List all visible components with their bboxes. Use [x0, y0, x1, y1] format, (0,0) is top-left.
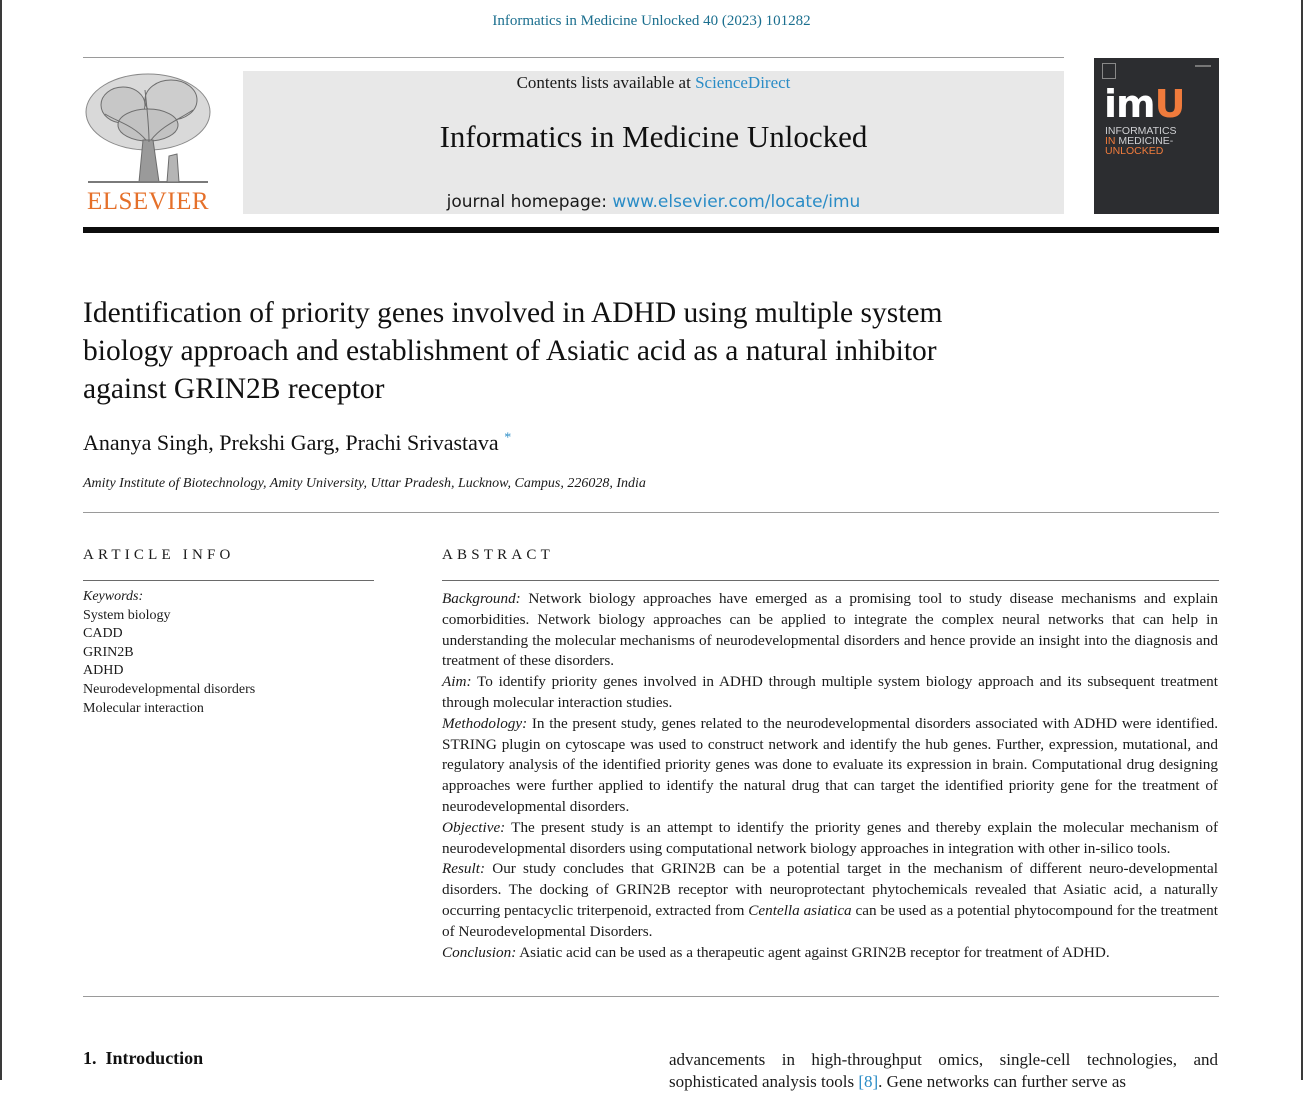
author-list: [83, 430, 511, 456]
methodology-label: Methodology:: [442, 714, 528, 732]
cover-logo-main: im: [1104, 82, 1155, 126]
tree-emblem-icon: [83, 70, 213, 188]
affiliation-divider: [83, 512, 1219, 513]
contents-prefix: Contents lists available at: [516, 73, 696, 92]
keyword-item: GRIN2B: [83, 644, 134, 660]
aim-text: To identify priority genes involved in ADHD through multiple system biology approach and its subsequent treatment through molecular interaction studies.: [442, 673, 1218, 711]
aim-label: Aim:: [442, 673, 472, 691]
abstract-result: [442, 859, 1218, 942]
result-label: Result:: [442, 860, 486, 878]
cover-logo-accent: U: [1154, 82, 1185, 126]
article-info-heading: ARTICLE INFO: [83, 547, 235, 563]
contents-line: [243, 73, 1064, 93]
conclusion-text: Asiatic acid can be used as a therapeutic agent against GRIN2B receptor for treatment of ADHD.: [516, 943, 1110, 961]
section-number: 1.: [83, 1048, 97, 1068]
keyword-item: Neurodevelopmental disorders: [83, 681, 256, 697]
publisher-name: ELSEVIER: [86, 188, 210, 215]
header-divider: [83, 57, 1064, 58]
abstract-rule: [442, 580, 1219, 581]
journal-masthead: [243, 71, 1064, 214]
conclusion-label: Conclusion:: [442, 943, 517, 961]
author-names: Ananya Singh, Prekshi Garg, Prachi Srivastava: [83, 430, 499, 455]
title-line-3: against GRIN2B receptor: [83, 373, 385, 405]
cover-line-1: INFORMATICS: [1105, 125, 1177, 137]
reference-link[interactable]: [8]: [858, 1072, 879, 1091]
journal-homepage-link[interactable]: www.elsevier.com/locate/imu: [612, 192, 861, 212]
keyword-item: System biology: [83, 607, 171, 623]
abstract-objective: [442, 818, 1218, 860]
homepage-line: [243, 192, 1064, 212]
cover-text: [1105, 126, 1177, 156]
background-label: Background:: [442, 590, 521, 607]
introduction-heading: [83, 1048, 203, 1069]
abstract-bottom-divider: [83, 996, 1219, 997]
article-title: [83, 294, 1083, 408]
keyword-item: CADD: [83, 626, 123, 642]
abstract-heading: ABSTRACT: [442, 547, 554, 563]
result-species: Centella asiatica: [748, 901, 852, 919]
sciencedirect-link[interactable]: ScienceDirect: [695, 73, 791, 92]
title-line-2: biology approach and establishment of Asiatic acid as a natural inhibitor: [83, 335, 937, 367]
section-title: Introduction: [105, 1048, 204, 1068]
column-2-line-2: [669, 1071, 1218, 1093]
objective-label: Objective:: [442, 818, 506, 836]
methodology-text: In the present study, genes related to the neurodevelopmental disorders associated with ADHD were identified. STRING plugin on cytoscape was used to construct network and identify the hub genes. Further, expression, mutational, and regulatory analysis of the identified priority genes was done to evaluate its expression in brain. Computational drug designing approaches were further applied to identify the natural drug that can target the identified priority gene for the treatment of neurodevelopmental disorders.: [442, 714, 1218, 815]
keyword-item: Molecular interaction: [83, 700, 204, 716]
keyword-item: ADHD: [83, 663, 124, 679]
keywords-list: [83, 588, 383, 718]
journal-cover[interactable]: [1094, 58, 1219, 214]
abstract-background: [442, 589, 1218, 672]
article-info-rule: [83, 580, 374, 581]
journal-title: Informatics in Medicine Unlocked: [439, 119, 868, 154]
page-frame-left: [0, 0, 2, 1080]
corresponding-author-link[interactable]: *: [504, 430, 512, 446]
column-2-text-a: sophisticated analysis tools: [669, 1072, 859, 1091]
author-affiliation: Amity Institute of Biotechnology, Amity University, Uttar Pradesh, Lucknow, Campus, 226028, India: [83, 476, 646, 491]
result-text-b: can be used as a potential phytocompound for the treatment of Neurodevelopmental Disorders.: [442, 901, 1218, 940]
cover-line-2-accent: IN: [1105, 135, 1116, 147]
cover-logo: [1104, 82, 1184, 126]
publisher-mark-icon: [1102, 63, 1116, 79]
column-2-text-b: . Gene networks can further serve as: [878, 1072, 1126, 1091]
column-2-line-1: advancements in high-throughput omics, single-cell technologies, and: [669, 1050, 1218, 1069]
cover-line-3: UNLOCKED: [1105, 145, 1164, 157]
abstract-body: [442, 589, 1218, 963]
abstract-methodology: [442, 714, 1218, 818]
cover-line-2-text: MEDICINE-: [1115, 135, 1174, 147]
result-text-a: Our study concludes that GRIN2B can be a potential target in the mechanism of different neuro-developmental disorders. The docking of GRIN2B receptor with neuroprotectant phytochemicals revealed that Asiatic acid, a naturally occurring pentacyclic triterpenoid, extracted from: [442, 860, 1218, 919]
publisher-logo: [83, 70, 213, 216]
abstract-aim: [442, 672, 1218, 714]
abstract-conclusion: [442, 943, 1218, 964]
background-text: Network biology approaches have emerged as a promising tool to study disease mechanisms and explain comorbidities. Network biology approaches can be applied to integrate the complex neural networks that can help in understanding the molecular mechanisms of neurodevelopmental disorders and hence provide an insight into the diagnosis and treatment of these disorders.: [442, 590, 1218, 670]
keywords-label: Keywords:: [83, 589, 144, 604]
objective-text: The present study is an attempt to identify the priority genes and thereby explain the molecular mechanism of neurodevelopmental disorders using computational network biology approaches in integration with other in-silico tools.: [442, 818, 1218, 857]
title-line-1: Identification of priority genes involved in ADHD using multiple system: [83, 297, 943, 329]
journal-citation[interactable]: Informatics in Medicine Unlocked 40 (2023) 101282: [492, 13, 811, 29]
masthead-thick-rule: [83, 227, 1219, 233]
homepage-prefix: journal homepage:: [446, 192, 613, 212]
cover-issn-mark: [1195, 65, 1211, 67]
